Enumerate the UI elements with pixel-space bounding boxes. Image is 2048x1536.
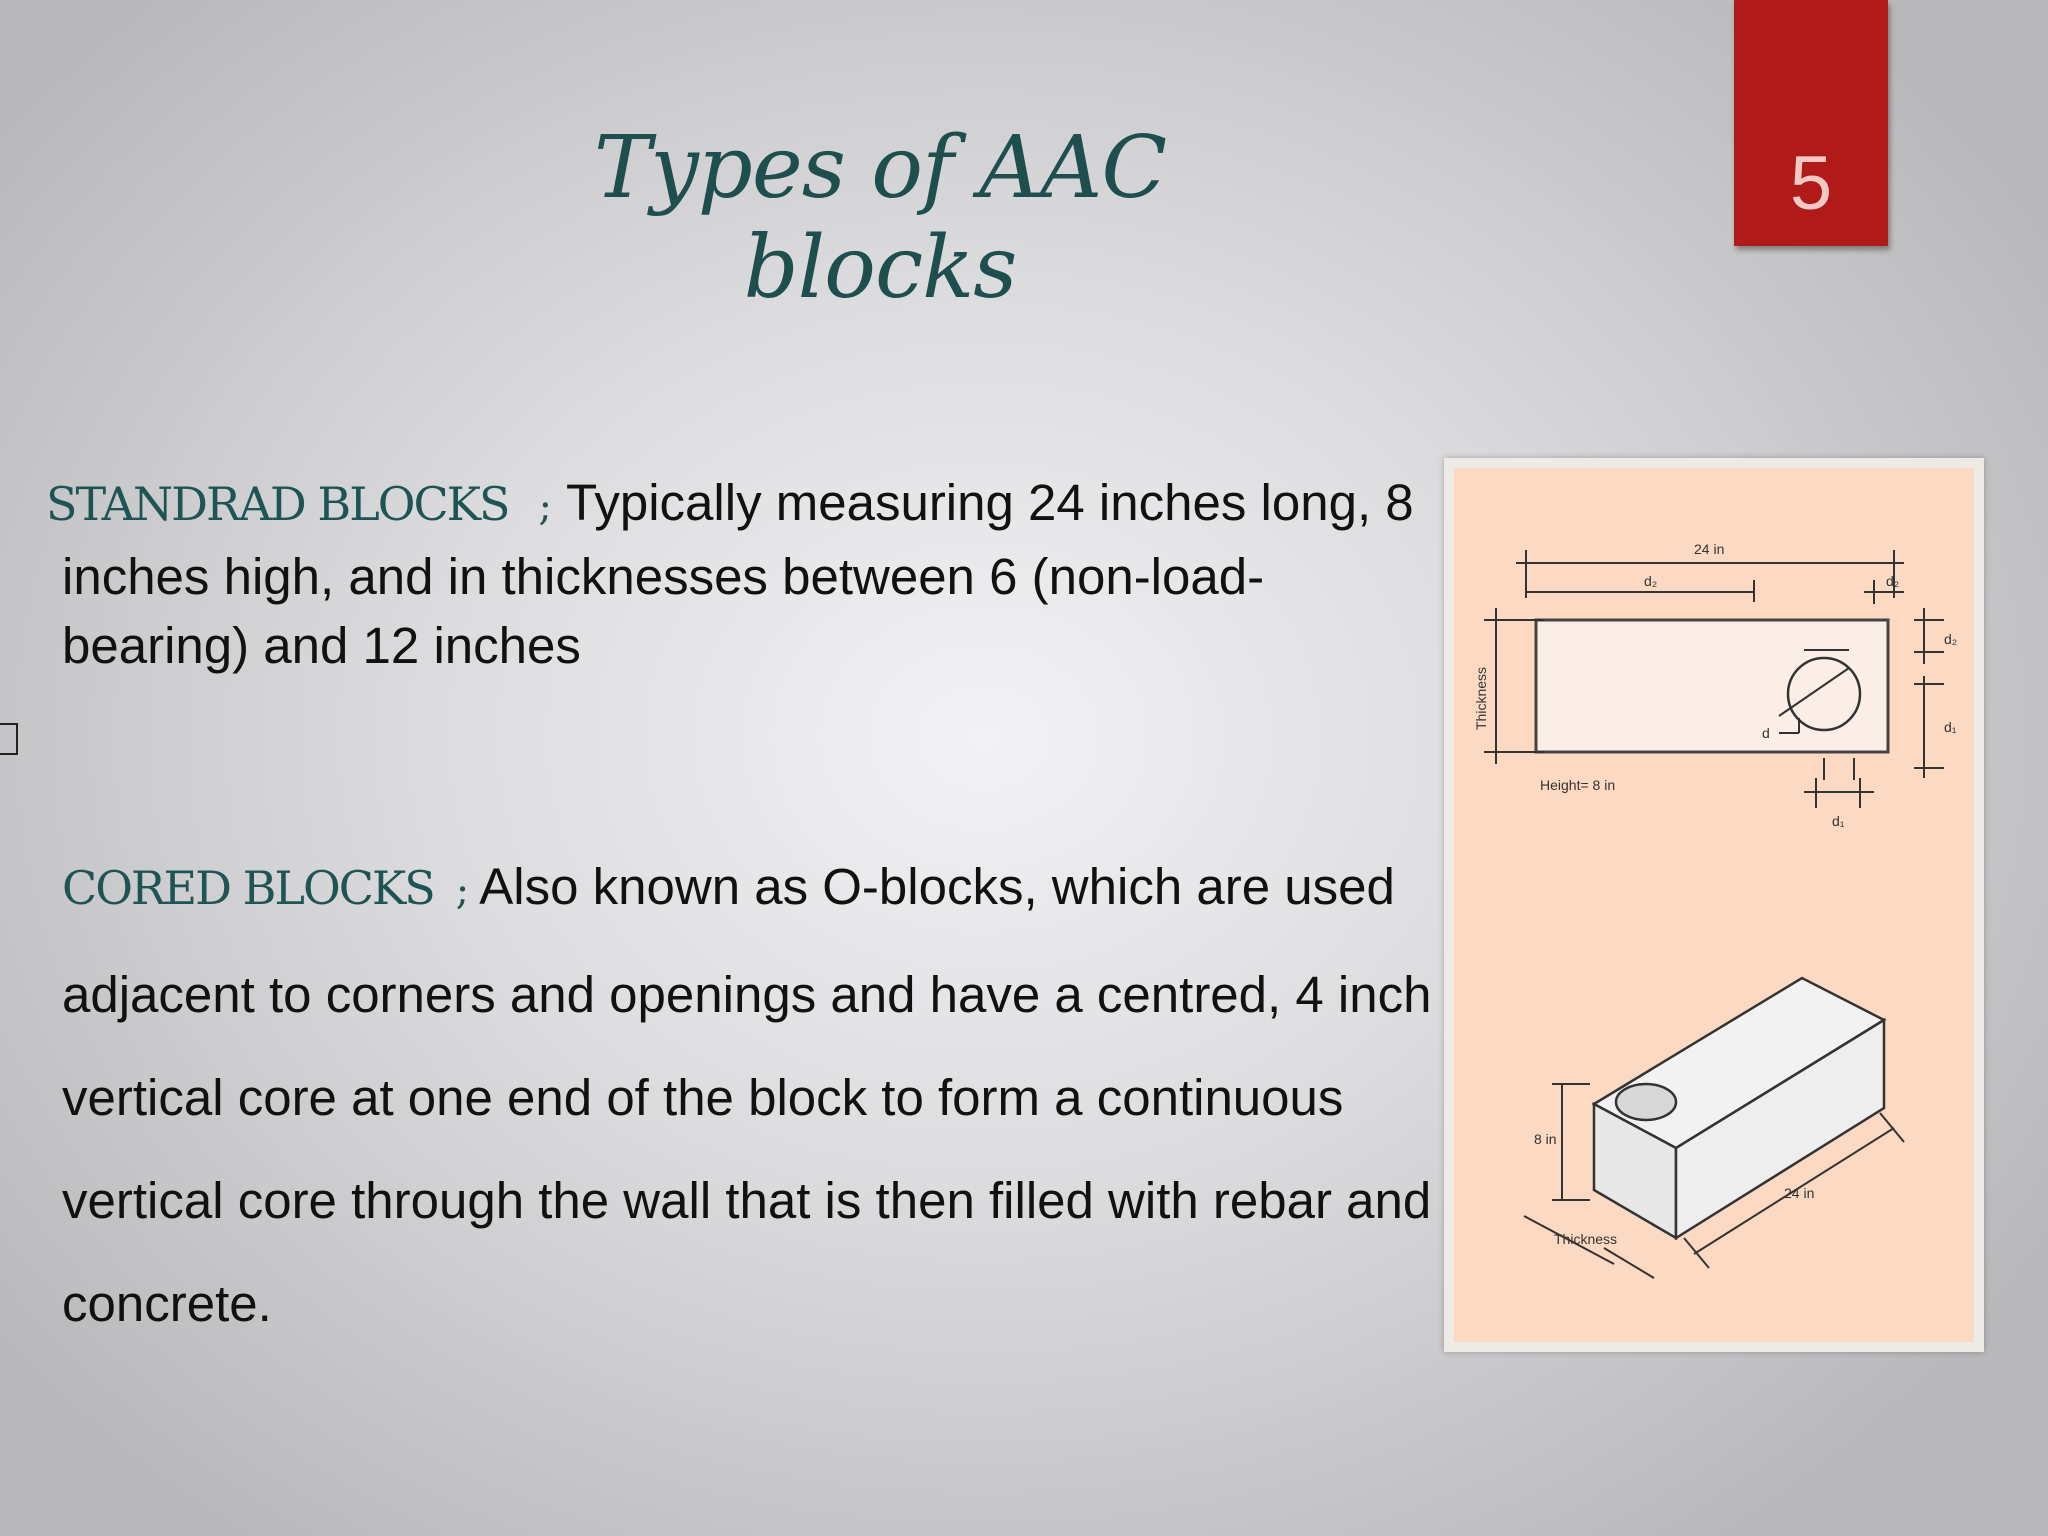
page-number: 5 <box>1789 141 1833 226</box>
empty-bullet-box <box>0 723 18 755</box>
aac-block-diagram <box>1444 458 1984 1352</box>
plan-d1-right-label: d₁ <box>1944 719 1957 735</box>
plan-d2-right-label: d₂ <box>1944 631 1958 647</box>
plan-d1-label: d₁ <box>1832 813 1845 829</box>
standard-blocks-text: Typically measuring 24 inches long, 8 inches high, and in thicknesses between 6 (non-load-bearing) and 12 inches <box>62 474 1414 674</box>
cored-blocks-heading: CORED BLOCKS <box>62 861 434 915</box>
plan-thickness-label: Thickness <box>1473 666 1489 730</box>
plan-length-label: 24 in <box>1694 541 1725 557</box>
iso-thickness-label: Thickness <box>1554 1231 1618 1247</box>
plan-d2-label: d₂ <box>1644 573 1658 589</box>
iso-length-label: 24 in <box>1784 1185 1815 1201</box>
standard-blocks-heading: STANDRAD BLOCKS <box>46 477 509 531</box>
cored-blocks-paragraph <box>62 835 1442 1355</box>
slide-title: Types of AAC blocks <box>593 118 1167 318</box>
standard-blocks-separator: ; <box>538 484 553 530</box>
iso-height-label: 8 in <box>1534 1131 1557 1147</box>
standard-blocks-paragraph <box>46 468 1432 680</box>
plan-height-label: Height= 8 in <box>1540 777 1616 793</box>
plan-d-label: d <box>1762 725 1770 741</box>
page-number-badge <box>1734 0 1888 246</box>
cored-blocks-separator: ; <box>455 868 470 914</box>
plan-d2-small-label: d₂ <box>1886 573 1900 589</box>
block-drawing <box>1454 468 1974 1342</box>
cored-blocks-text: Also known as O-blocks, which are used adjacent to corners and openings and have a centred, 4 inch vertical core at one end of the block to form a continuous vertical core through the wall that is then filled with rebar and concrete. <box>62 858 1432 1332</box>
